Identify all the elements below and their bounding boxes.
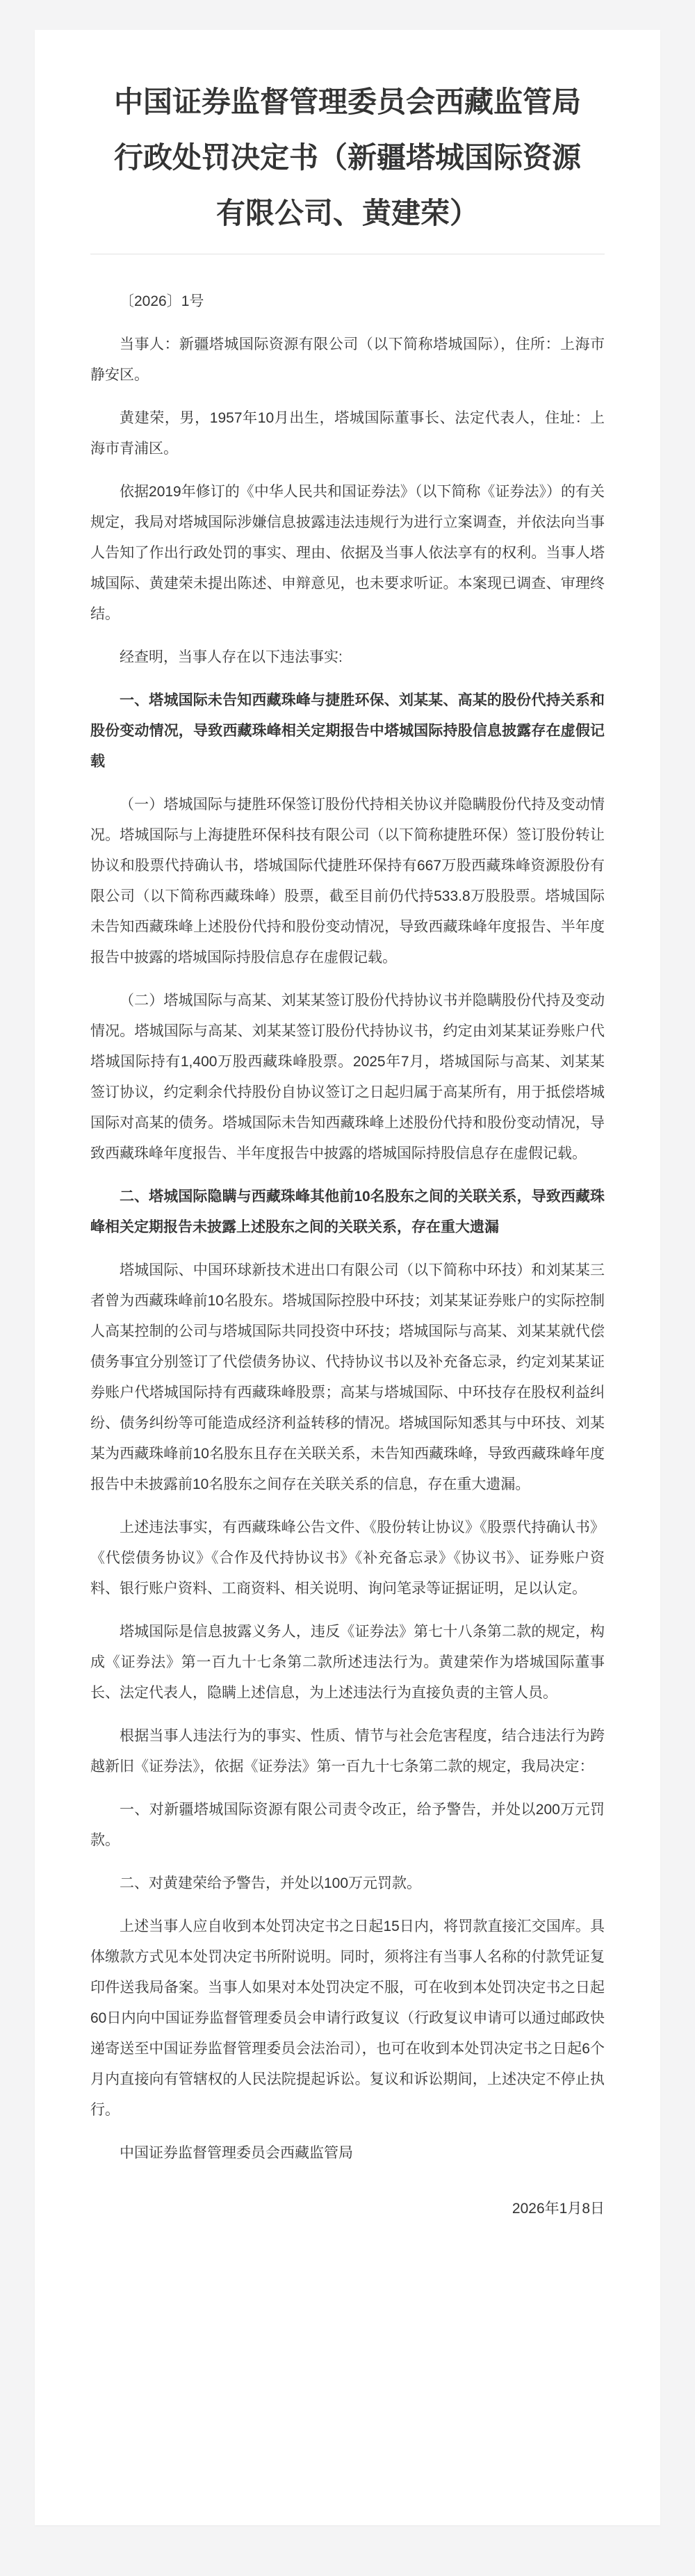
page-title-line-3: 有限公司、黄建荣） xyxy=(215,197,479,229)
fact-2-detail: 塔城国际、中国环球新技术进出口有限公司（以下简称中环技）和刘某某三者曾为西藏珠峰前10名股东。塔城国际控股中环技；刘某某证券账户的实际控制人高某控制的公司与塔城国际共同投资中环技；塔城国际与高某、刘某某就代偿债务事宜分别签订了代偿债务协议、代持协议书以及补充备忘录，约定刘某某证券账户代塔城国际持有西藏珠峰股票；高某与塔城国际、中环技存在股权利益纠纷、债务纠纷等可能造成经济利益转移的情况。塔城国际知悉其与中环技、刘某某为西藏珠峰前10名股东且存在关联关系，未告知西藏珠峰，导致西藏珠峰年度报告中未披露前10名股东之间存在关联关系的信息，存在重大遗漏。 xyxy=(90,1262,605,1492)
fact-1-detail-2: （二）塔城国际与高某、刘某某签订股份代持协议书并隐瞒股份代持及变动情况。塔城国际与高某、刘某某签订股份代持协议书，约定由刘某某证券账户代塔城国际持有1,400万股西藏珠峰股票。2025年7月，塔城国际与高某、刘某某签订协议，约定剩余代持股份自协议签订之日起归属于高某所有，用于抵偿塔城国际对高某的债务。塔城国际未告知西藏珠峰上述股份代持和股份变动情况，导致西藏珠峰年度报告、半年度报告中披露的塔城国际持股信息存在虚假记载。 xyxy=(90,993,605,1161)
document-card xyxy=(35,30,660,2525)
fact-1-heading: 一、塔城国际未告知西藏珠峰与捷胜环保、刘某某、高某的股份代持关系和股份变动情况，导致西藏珠峰相关定期报告中塔城国际持股信息披露存在虚假记载 xyxy=(90,692,605,769)
facts-intro: 经查明，当事人存在以下违法事实: xyxy=(120,649,343,665)
decision-item-2: 二、对黄建荣给予警告，并处以100万元罚款。 xyxy=(120,1875,422,1891)
party-person-info: 黄建荣，男，1957年10月出生，塔城国际董事长、法定代表人，住址：上海市青浦区。 xyxy=(90,410,605,457)
decision-intro: 根据当事人违法行为的事实、性质、情节与社会危害程度，结合违法行为跨越新旧《证券法》，依据《证券法》第一百九十七条第二款的规定，我局决定： xyxy=(90,1728,605,1775)
issuer-signature: 中国证券监督管理委员会西藏监管局 xyxy=(120,2145,353,2161)
issue-date: 2026年1月8日 xyxy=(512,2201,605,2217)
evidence-paragraph: 上述违法事实，有西藏珠峰公告文件、《股份转让协议》《股票代持确认书》《代偿债务协议》《合作及代持协议书》《补充备忘录》《协议书》、证券账户资料、银行账户资料、工商资料、相关说明、询问笔录等证据证明，足以认定。 xyxy=(90,1519,605,1597)
page-title-line-2: 行政处罚决定书（新疆塔城国际资源 xyxy=(113,141,581,174)
fact-2-heading: 二、塔城国际隐瞒与西藏珠峰其他前10名股东之间的关联关系，导致西藏珠峰相关定期报告未披露上述股东之间的关联关系，存在重大遗漏 xyxy=(90,1189,605,1235)
decision-item-1: 一、对新疆塔城国际资源有限公司责令改正，给予警告，并处以200万元罚款。 xyxy=(90,1802,605,1848)
fact-1-detail-1: （一）塔城国际与捷胜环保签订股份代持相关协议并隐瞒股份代持及变动情况。塔城国际与上海捷胜环保科技有限公司（以下简称捷胜环保）签订股份转让协议和股票代持确认书，塔城国际代捷胜环保持有667万股西藏珠峰资源股份有限公司（以下简称西藏珠峰）股票，截至目前仍代持533.8万股股票。塔城国际未告知西藏珠峰上述股份代持和股份变动情况，导致西藏珠峰年度报告、半年度报告中披露的塔城国际持股信息存在虚假记载。 xyxy=(90,797,605,965)
doc-number: 〔2026〕1号 xyxy=(120,293,204,309)
page-title xyxy=(90,74,605,241)
legal-basis-paragraph: 塔城国际是信息披露义务人，违反《证券法》第七十八条第二款的规定，构成《证券法》第一百九十七条第二款所述违法行为。黄建荣作为塔城国际董事长、法定代表人，隐瞒上述信息，为上述违法行为直接负责的主管人员。 xyxy=(90,1624,605,1701)
payment-and-appeal-instructions: 上述当事人应自收到本处罚决定书之日起15日内，将罚款直接汇交国库。具体缴款方式见本处罚决定书所附说明。同时，须将注有当事人名称的付款凭证复印件送我局备案。当事人如果对本处罚决定不服，可在收到本处罚决定书之日起60日内向中国证券监督管理委员会申请行政复议（行政复议申请可以通过邮政快递寄送至中国证券监督管理委员会法治司），也可在收到本处罚决定书之日起6个月内直接向有管辖权的人民法院提起诉讼。复议和诉讼期间，上述决定不停止执行。 xyxy=(90,1918,605,2118)
investigation-intro: 依据2019年修订的《中华人民共和国证券法》（以下简称《证券法》）的有关规定，我局对塔城国际涉嫌信息披露违法违规行为进行立案调查，并依法向当事人告知了作出行政处罚的事实、理由、依据及当事人依法享有的权利。当事人塔城国际、黄建荣未提出陈述、申辩意见，也未要求听证。本案现已调查、审理终结。 xyxy=(90,484,605,622)
party-company-info: 当事人：新疆塔城国际资源有限公司（以下简称塔城国际），住所：上海市静安区。 xyxy=(90,336,605,383)
page-title-line-1: 中国证券监督管理委员会西藏监管局 xyxy=(113,85,581,118)
document-body xyxy=(90,286,605,2224)
